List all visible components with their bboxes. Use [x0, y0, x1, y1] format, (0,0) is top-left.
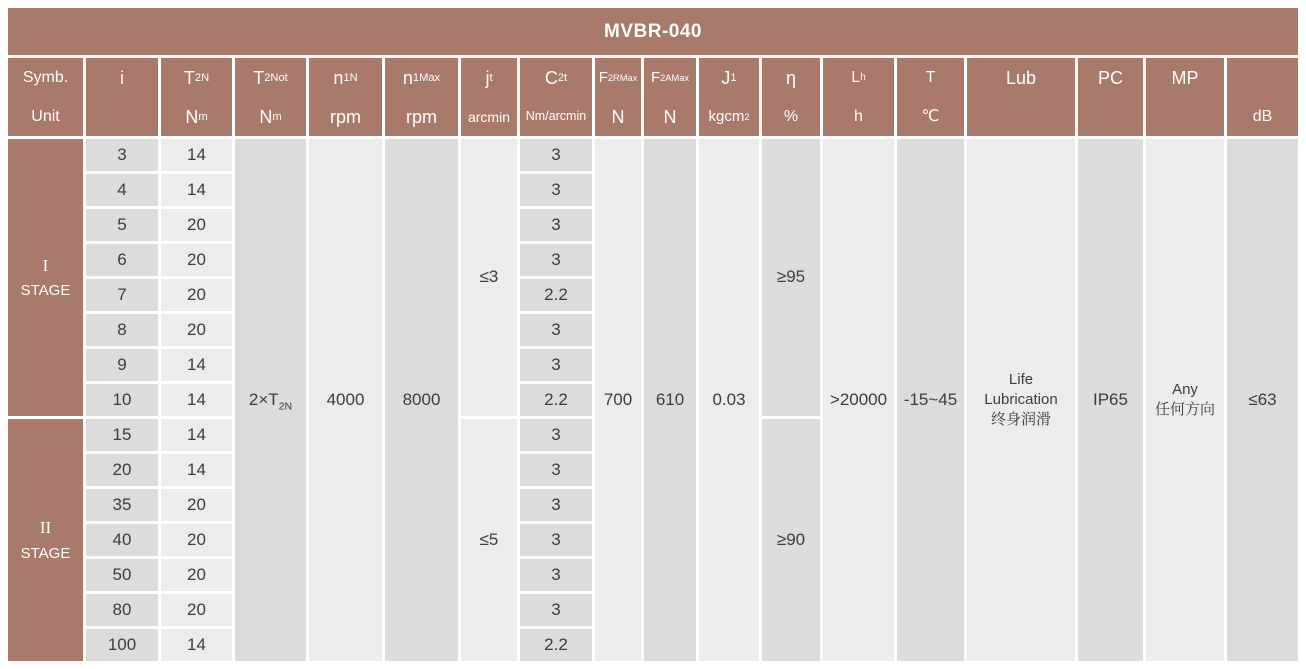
c2t-cell: 2.2: [520, 279, 592, 311]
header-f2amax-symbol: F 2AMax: [650, 69, 690, 86]
t2n-cell: 20: [161, 209, 232, 241]
merged-j1-cell: 0.03: [699, 139, 759, 661]
i-cell: 100: [86, 629, 158, 661]
header-c2t-symbol: C 2t: [544, 67, 568, 88]
stage-1-cell: [8, 139, 83, 416]
i-cell: 10: [86, 384, 158, 416]
header-n1max-symbol: n 1Max: [402, 67, 441, 88]
c2t-cell: 3: [520, 489, 592, 521]
merged-jt-stage2-cell: ≤5: [461, 419, 517, 661]
mp-line-1: Any: [1172, 380, 1198, 398]
merged-pc-cell: IP65: [1078, 139, 1143, 661]
i-cell: 15: [86, 419, 158, 451]
merged-lh-cell: >20000: [823, 139, 894, 661]
i-cell: 7: [86, 279, 158, 311]
header-db-unit: dB: [1252, 107, 1273, 125]
t2n-cell: 20: [161, 594, 232, 626]
i-cell: 6: [86, 244, 158, 276]
merged-n1max-cell: 8000: [385, 139, 458, 661]
merged-db-cell: ≤63: [1227, 139, 1298, 661]
merged-jt-stage1-cell: ≤3: [461, 139, 517, 416]
c2t-cell: 3: [520, 244, 592, 276]
header-n1n-unit: rpm: [330, 106, 361, 127]
header-lh-unit: h: [854, 107, 863, 125]
t2n-cell: 14: [161, 419, 232, 451]
header-cell-t: [897, 58, 964, 136]
i-cell: 5: [86, 209, 158, 241]
header-cell-f2rmax: [595, 58, 641, 136]
merged-eta-stage2-cell: ≥90: [762, 419, 820, 661]
header-j1-symbol: J 1: [721, 67, 737, 88]
c2t-cell: 2.2: [520, 629, 592, 661]
c2t-cell: 3: [520, 454, 592, 486]
i-cell: 20: [86, 454, 158, 486]
header-cell-lub: [967, 58, 1075, 136]
c2t-cell: 3: [520, 349, 592, 381]
header-t-unit: ℃: [921, 107, 940, 125]
header-n1max-unit: rpm: [406, 106, 437, 127]
stage-1-numeral: I: [42, 255, 49, 275]
c2t-cell: 3: [520, 559, 592, 591]
header-t2n-unit: N m: [185, 106, 208, 127]
header-cell-j1: [699, 58, 759, 136]
t2n-cell: 14: [161, 629, 232, 661]
lub-line-1: Life: [1008, 370, 1034, 388]
header-cell-n1n: [309, 58, 382, 136]
header-jt-symbol: j t: [485, 67, 493, 88]
t2n-cell: 20: [161, 524, 232, 556]
header-t2not-symbol: T 2Not: [253, 67, 288, 88]
header-f2rmax-symbol: F 2RMax: [598, 69, 638, 86]
header-cell-pc: [1078, 58, 1143, 136]
header-cell-db: [1227, 58, 1298, 136]
c2t-cell: 3: [520, 209, 592, 241]
t2n-cell: 20: [161, 314, 232, 346]
header-cell-i: [86, 58, 158, 136]
mp-line-2: 任何方向: [1154, 401, 1215, 418]
header-cell-lh: [823, 58, 894, 136]
i-cell: 80: [86, 594, 158, 626]
stage-1-label: STAGE: [20, 282, 71, 300]
header-i-symbol: i: [120, 67, 124, 88]
merged-t2not-cell: $2\times T_{2N}$: [235, 139, 306, 661]
header-symb-label: Symb.: [22, 68, 69, 86]
header-cell-mp: [1146, 58, 1224, 136]
c2t-cell: 2.2: [520, 384, 592, 416]
merged-f2amax-cell: 610: [644, 139, 696, 661]
header-mp-symbol: MP: [1171, 67, 1199, 88]
header-cell-t2n: [161, 58, 232, 136]
header-f2rmax-unit: N: [611, 106, 625, 127]
stage-2-cell: [8, 419, 83, 661]
header-lh-symbol: L h: [851, 68, 866, 86]
header-f2amax-unit: N: [663, 106, 677, 127]
header-cell-c2t: [520, 58, 592, 136]
header-eta-symbol: η: [785, 67, 796, 88]
t2n-cell: 14: [161, 349, 232, 381]
header-t2n-symbol: T 2N: [183, 67, 210, 88]
header-cell-n1max: [385, 58, 458, 136]
i-cell: 35: [86, 489, 158, 521]
header-unit-label: Unit: [31, 107, 60, 125]
header-jt-unit: arcmin: [467, 108, 510, 125]
header-c2t-unit: Nm/arcmin: [525, 109, 587, 124]
spec-table: [8, 8, 1298, 661]
header-lub-symbol: Lub: [1005, 67, 1037, 88]
header-cell-f2amax: [644, 58, 696, 136]
merged-lub-cell: [967, 139, 1075, 661]
t2n-cell: 14: [161, 454, 232, 486]
t2n-cell: 20: [161, 244, 232, 276]
header-cell-t2not: [235, 58, 306, 136]
header-j1-unit: kgcm 2: [708, 108, 750, 125]
lub-line-3: 终身润滑: [990, 411, 1051, 429]
c2t-cell: 3: [520, 419, 592, 451]
header-n1n-symbol: n 1N: [333, 67, 358, 88]
t2n-cell: 14: [161, 174, 232, 206]
t2n-cell: 14: [161, 139, 232, 171]
header-pc-symbol: PC: [1097, 67, 1123, 88]
merged-n1n-cell: 4000: [309, 139, 382, 661]
i-cell: 4: [86, 174, 158, 206]
lub-line-2: Lubrication: [984, 390, 1058, 408]
c2t-cell: 3: [520, 314, 592, 346]
i-cell: 8: [86, 314, 158, 346]
i-cell: 9: [86, 349, 158, 381]
c2t-cell: 3: [520, 174, 592, 206]
stage-2-label: STAGE: [20, 544, 71, 562]
c2t-cell: 3: [520, 139, 592, 171]
merged-f2rmax-cell: 700: [595, 139, 641, 661]
c2t-cell: 3: [520, 524, 592, 556]
t2n-cell: 20: [161, 559, 232, 591]
i-cell: 40: [86, 524, 158, 556]
c2t-cell: 3: [520, 594, 592, 626]
header-t-symbol: T: [925, 68, 936, 86]
merged-eta-stage1-cell: ≥95: [762, 139, 820, 416]
header-cell-eta: [762, 58, 820, 136]
header-cell-jt: [461, 58, 517, 136]
stage-2-numeral: II: [39, 518, 52, 538]
merged-mp-cell: [1146, 139, 1224, 661]
t2n-cell: 20: [161, 489, 232, 521]
header-cell-symb: [8, 58, 83, 136]
header-t2not-unit: N m: [259, 106, 282, 127]
t2n-cell: 14: [161, 384, 232, 416]
table-title: MVBR-040: [8, 8, 1298, 55]
i-cell: 3: [86, 139, 158, 171]
header-eta-unit: %: [783, 107, 799, 125]
merged-t-cell: -15~45: [897, 139, 964, 661]
t2n-cell: 20: [161, 279, 232, 311]
i-cell: 50: [86, 559, 158, 591]
